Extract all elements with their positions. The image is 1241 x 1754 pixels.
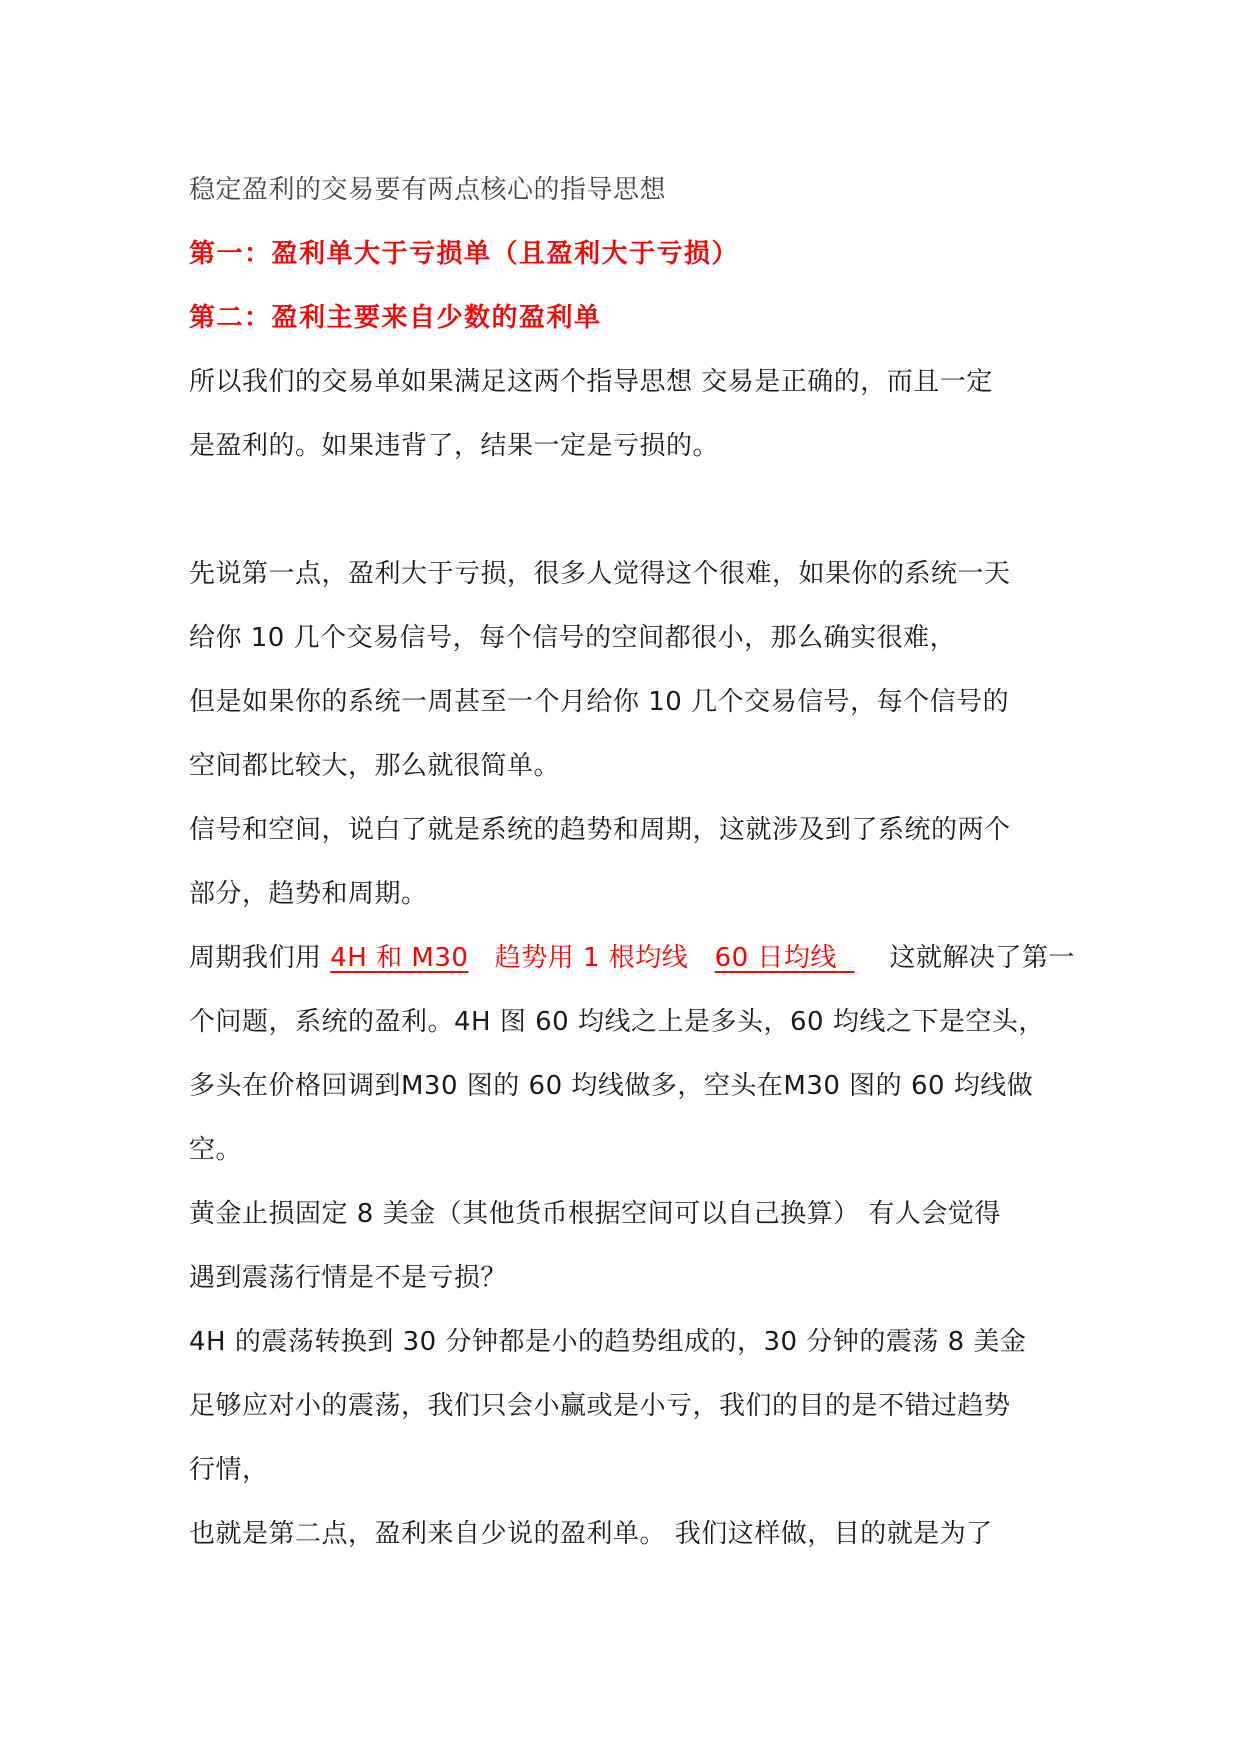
paragraph-line: 部分，趋势和周期。: [189, 879, 428, 909]
paragraph-line: 空。: [189, 1135, 243, 1165]
trend-highlight: 趋势用 1 根均线: [494, 943, 689, 973]
period-suffix: 这就解决了第一: [889, 943, 1076, 973]
paragraph-line: 个问题，系统的盈利。4H 图 60 均线之上是多头，60 均线之下是空头，: [189, 1007, 1045, 1037]
period-prefix: 周期我们用: [189, 943, 331, 973]
paragraph-line: 所以我们的交易单如果满足这两个指导思想 交易是正确的，而且一定: [189, 367, 993, 397]
paragraph-line: 空间都比较大，那么就很简单。: [189, 751, 561, 781]
moving-average-highlight: 60 日均线: [714, 943, 837, 973]
paragraph-line: 是盈利的。如果违背了，结果一定是亏损的。: [189, 431, 720, 461]
paragraph-line: 信号和空间，说白了就是系统的趋势和周期，这就涉及到了系统的两个: [189, 815, 1011, 845]
document-body: [189, 158, 1076, 1566]
paragraph-line: 多头在价格回调到M30 图的 60 均线做多，空头在M30 图的 60 均线做: [189, 1071, 1034, 1101]
paragraph-line: 4H 的震荡转换到 30 分钟都是小的趋势组成的，30 分钟的震荡 8 美金: [189, 1327, 1027, 1357]
paragraph-line: 遇到震荡行情是不是亏损？: [189, 1263, 508, 1293]
paragraph-line: 足够应对小的震荡，我们只会小赢或是小亏，我们的目的是不错过趋势: [189, 1391, 1011, 1421]
timeframe-highlight: 4H 和 M30: [330, 943, 469, 973]
blank-line: [189, 478, 1069, 542]
principle-two: 第二：盈利主要来自少数的盈利单: [189, 303, 602, 333]
paragraph-line: 也就是第二点，盈利来自少说的盈利单。 我们这样做，目的就是为了: [189, 1519, 993, 1549]
paragraph-line: 但是如果你的系统一周甚至一个月给你 10 几个交易信号，每个信号的: [189, 687, 1010, 717]
paragraph-line: 行情，: [189, 1455, 269, 1485]
document-title: 稳定盈利的交易要有两点核心的指导思想: [189, 175, 667, 205]
principle-one: 第一：盈利单大于亏损单（且盈利大于亏损）: [189, 239, 740, 269]
paragraph-line: 黄金止损固定 8 美金（其他货币根据空间可以自己换算） 有人会觉得: [189, 1199, 1001, 1229]
paragraph-line: 给你 10 几个交易信号，每个信号的空间都很小，那么确实很难，: [189, 623, 957, 653]
paragraph-line: 先说第一点，盈利大于亏损，很多人觉得这个很难，如果你的系统一天: [189, 559, 1011, 589]
period-trend-line: [189, 926, 1076, 990]
